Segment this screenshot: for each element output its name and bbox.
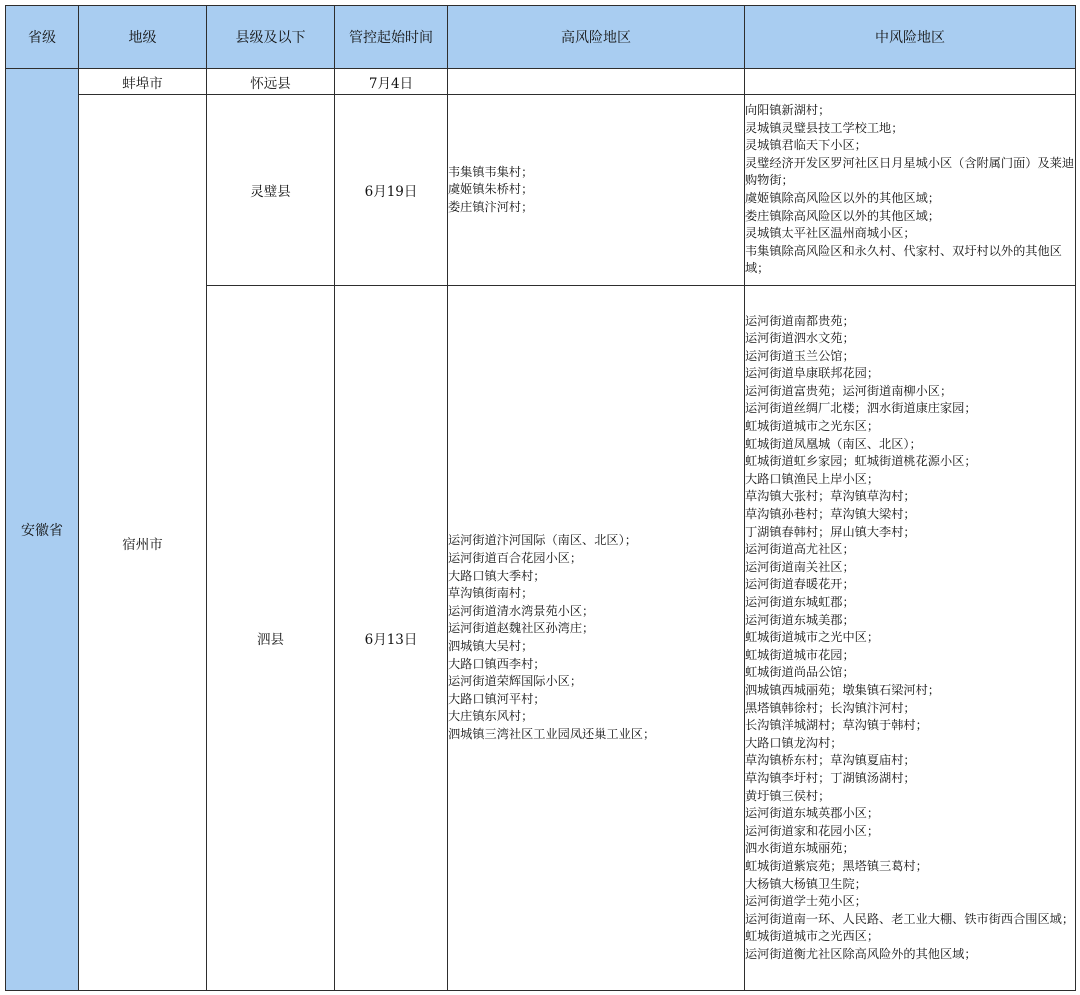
header-county: 县级及以下 (207, 6, 335, 69)
area-entry: 黄圩镇三侯村； (745, 788, 831, 803)
area-entry: 虹城街道紫宸苑；黑塔镇三葛村； (745, 858, 928, 873)
medium-risk-cell (745, 69, 1076, 95)
start-date-cell: 6月13日 (335, 286, 448, 991)
area-entry: 运河街道衡尤社区除高风险外的其他区域； (745, 946, 977, 961)
area-entry: 虞姬镇除高风险区以外的其他区域； (745, 191, 940, 205)
area-entry: 运河街道东城英郡小区； (745, 806, 880, 821)
area-entry: 虹城街道尚品公馆； (745, 665, 855, 680)
area-entry: 泗城镇三湾社区工业园凤还巢工业区； (448, 726, 656, 741)
area-entry: 韦集镇除高风险区和永久村、代家村、双圩村以外的其他区域； (745, 243, 1062, 276)
area-entry: 韦集镇韦集村； (448, 164, 534, 179)
area-entry: 草沟镇街南村； (448, 586, 534, 601)
area-entry: 虞姬镇朱桥村； (448, 182, 534, 197)
header-high-risk: 高风险地区 (448, 6, 745, 69)
area-entry: 运河街道泗水文苑； (745, 331, 855, 346)
area-entry: 大路口镇大季村； (448, 568, 546, 583)
area-entry: 运河街道赵魏社区孙湾庄； (448, 621, 595, 636)
area-entry: 娄庄镇汴河村； (448, 199, 534, 214)
area-entry: 娄庄镇除高风险区以外的其他区域； (745, 208, 940, 223)
area-entry: 运河街道百合花园小区； (448, 551, 583, 566)
header-start-time: 管控起始时间 (335, 6, 448, 69)
area-entry: 灵城镇太平社区温州商城小区； (745, 226, 916, 241)
area-entry: 灵城镇灵璧县技工学校工地； (745, 120, 904, 135)
area-entry: 向阳镇新湖村； (745, 103, 831, 118)
medium-risk-cell (745, 95, 1076, 286)
area-entry: 运河街道东城美郡； (745, 612, 855, 627)
area-entry: 长沟镇洋城湖村；草沟镇于韩村； (745, 718, 928, 733)
high-risk-cell (448, 69, 745, 95)
area-entry: 灵璧经济开发区罗河社区日月星城小区（含附属门面）及莱迪购物街； (745, 155, 1075, 188)
county-cell: 泗县 (207, 286, 335, 991)
area-entry: 运河街道南关社区； (745, 559, 855, 574)
area-entry: 运河街道丝绸厂北楼；泗水街道康庄家园； (745, 401, 977, 416)
area-entry: 泗城镇大吴村； (448, 639, 534, 653)
area-entry: 运河街道春暖花开； (745, 577, 855, 592)
area-entry: 大庄镇东风村； (448, 709, 534, 724)
table-row (6, 95, 1076, 286)
area-entry: 灵城镇君临天下小区； (745, 138, 867, 153)
area-entry: 大路口镇西李村； (448, 656, 546, 671)
area-entry: 虹城街道虹乡家园；虹城街道桃花源小区； (745, 454, 977, 469)
area-entry: 运河街道南都贵苑； (745, 313, 855, 328)
header-medium-risk: 中风险地区 (745, 6, 1076, 69)
area-entry: 运河街道玉兰公馆； (745, 348, 855, 363)
area-entry: 运河街道阜康联邦花园； (745, 366, 880, 381)
high-risk-cell (448, 95, 745, 286)
area-entry: 虹城街道凤凰城（南区、北区）； (745, 436, 922, 451)
area-entry: 运河街道清水湾景苑小区； (448, 603, 595, 618)
county-cell: 灵璧县 (207, 95, 335, 286)
header-province: 省级 (6, 6, 79, 69)
area-entry: 黑塔镇韩徐村；长沟镇汴河村； (745, 700, 916, 715)
area-entry: 虹城街道城市之光东区； (745, 419, 880, 434)
area-entry: 大路口镇龙沟村； (745, 735, 843, 750)
area-entry: 虹城街道城市之光中区； (745, 630, 880, 645)
header-city: 地级 (79, 6, 207, 69)
area-entry: 虹城街道城市花园； (745, 647, 855, 662)
risk-area-table (5, 5, 1076, 991)
table-row (6, 69, 1076, 95)
area-entry: 运河街道家和花园小区； (745, 823, 880, 838)
area-entry: 运河街道荣辉国际小区； (448, 674, 583, 689)
city-cell: 蚌埠市 (79, 69, 207, 95)
city-cell: 宿州市 (79, 95, 207, 991)
area-entry: 运河街道东城虹郡； (745, 595, 855, 610)
area-entry: 大杨镇大杨镇卫生院； (745, 876, 867, 891)
area-entry: 丁湖镇春韩村；屏山镇大李村； (745, 524, 916, 539)
county-cell: 怀远县 (207, 69, 335, 95)
area-entry: 运河街道富贵苑；运河街道南柳小区； (745, 383, 953, 398)
high-risk-cell (448, 286, 745, 991)
start-date-cell: 6月19日 (335, 95, 448, 286)
area-entry: 草沟镇孙巷村；草沟镇大梁村； (745, 507, 916, 522)
area-entry: 草沟镇大张村；草沟镇草沟村； (745, 489, 916, 504)
area-entry: 运河街道高尤社区； (745, 542, 855, 557)
area-entry: 草沟镇桥东村；草沟镇夏庙村； (745, 753, 916, 768)
table-header-row (6, 6, 1076, 69)
start-date-cell: 7月4日 (335, 69, 448, 95)
area-entry: 泗城镇西城丽苑；墩集镇石梁河村； (745, 682, 940, 697)
area-entry: 虹城街道城市之光西区； (745, 929, 880, 944)
area-entry: 草沟镇李圩村；丁湖镇汤湖村； (745, 770, 916, 785)
area-entry: 大路口镇河平村； (448, 691, 546, 706)
province-cell: 安徽省 (6, 69, 79, 991)
area-entry: 运河街道学士苑小区； (745, 894, 867, 909)
medium-risk-cell (745, 286, 1076, 991)
area-entry: 泗水街道东城丽苑； (745, 841, 855, 856)
area-entry: 运河街道汴河国际（南区、北区）； (448, 533, 637, 548)
area-entry: 大路口镇渔民上岸小区； (745, 471, 880, 486)
area-entry: 运河街道南一环、人民路、老工业大棚、铁市街西合围区域； (745, 911, 1075, 926)
